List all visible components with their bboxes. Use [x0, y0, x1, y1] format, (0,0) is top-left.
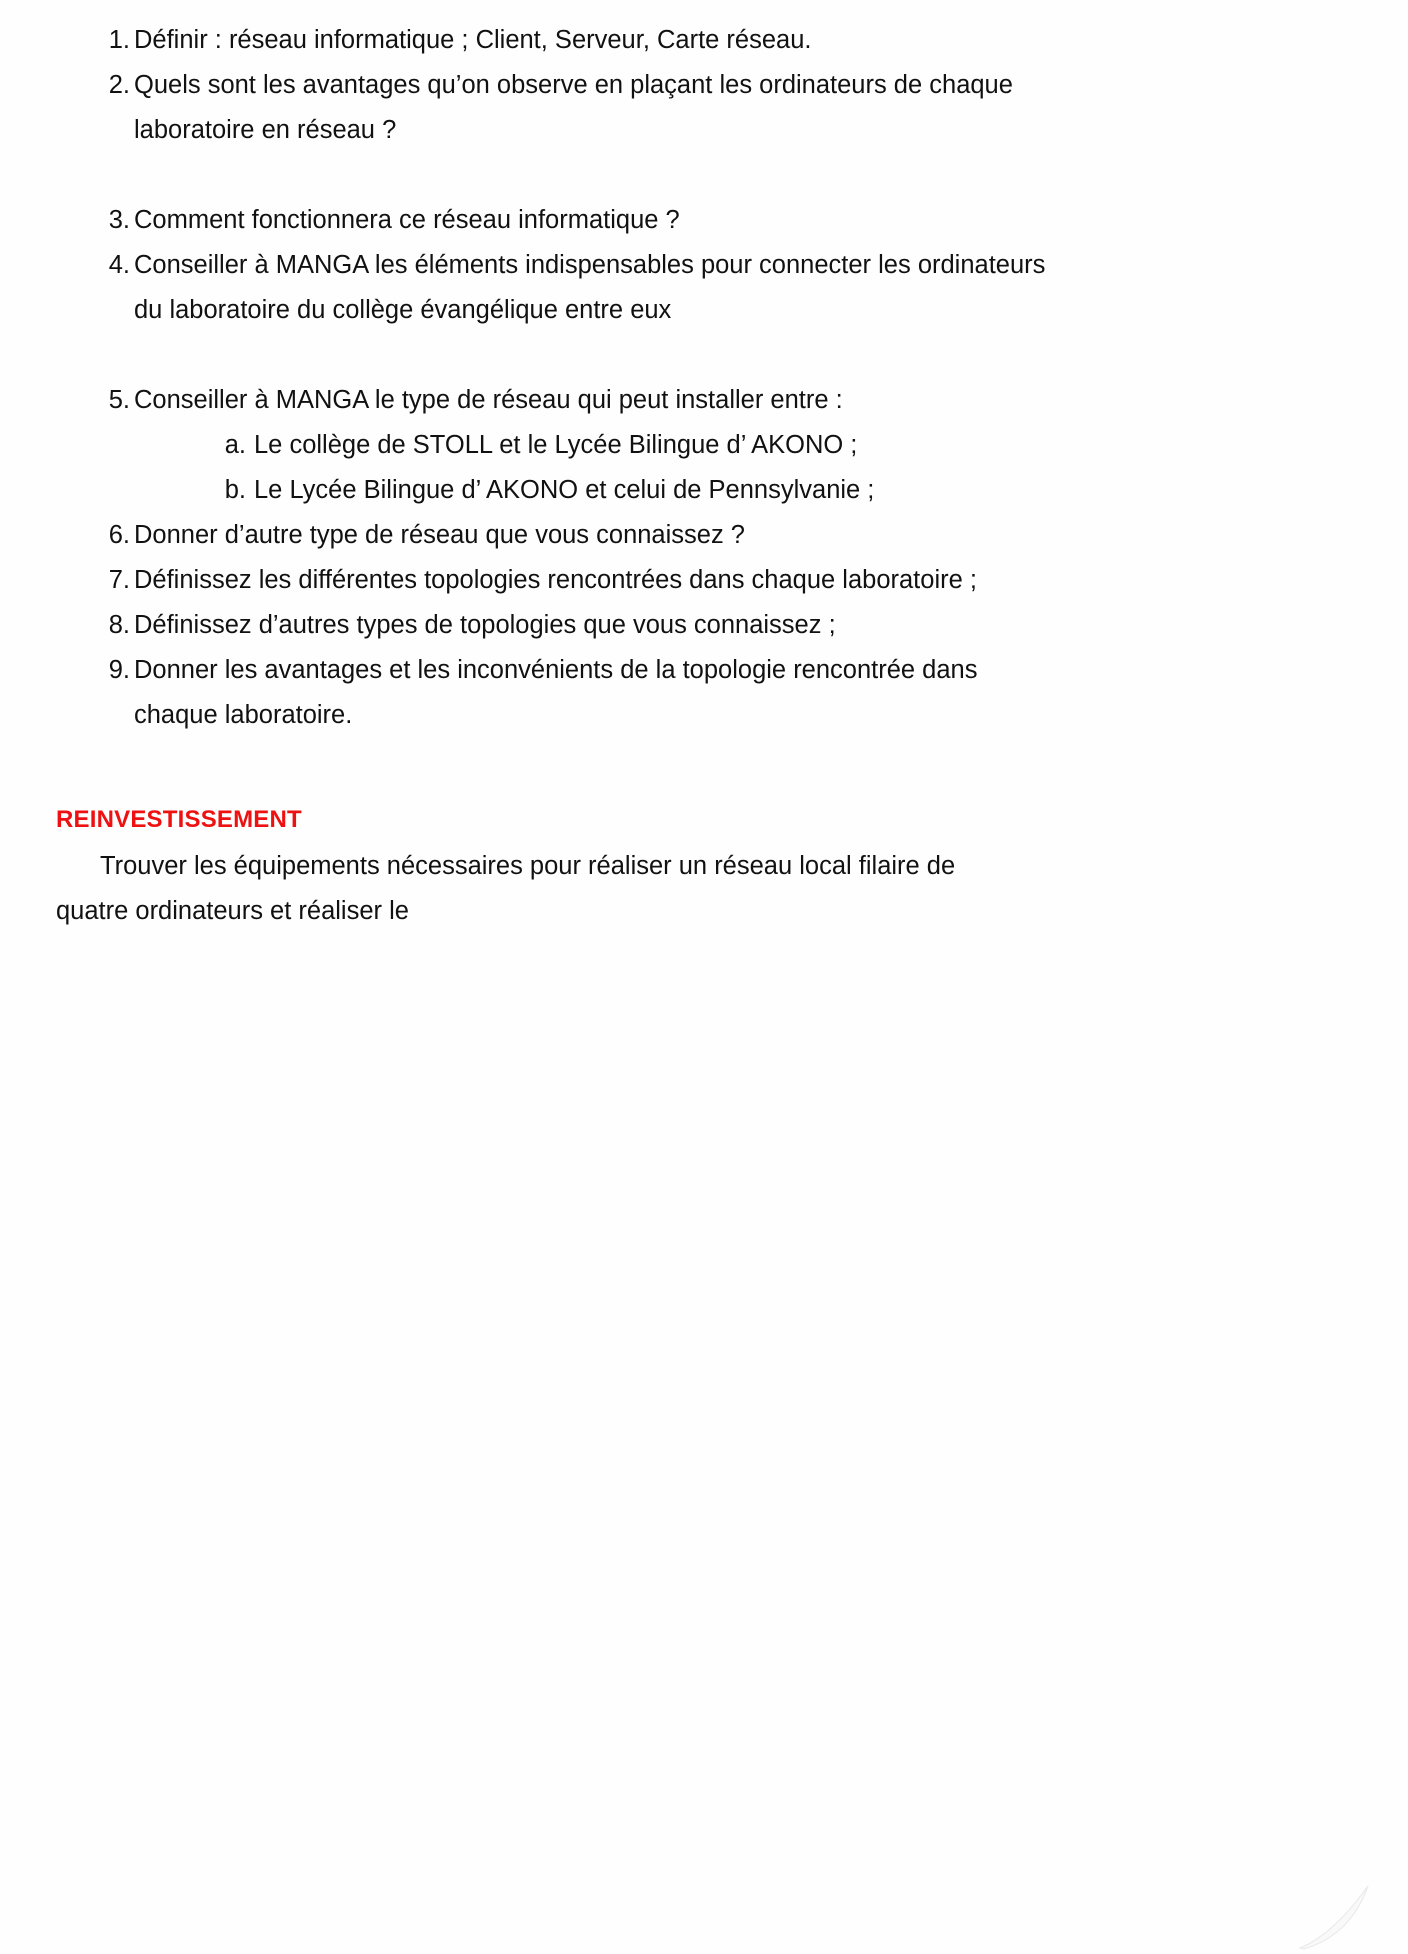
list-item	[56, 198, 1056, 243]
list-item	[56, 63, 1056, 198]
paragraph-line-2: quatre ordinateurs et réaliser le	[56, 897, 409, 925]
list-item-text: Définissez d’autres types de topologies que vous connaissez ;	[134, 611, 836, 639]
list-item-number: 2.	[108, 71, 130, 99]
sub-list-item-text: Le Lycée Bilingue d’ AKONO et celui de Pennsylvanie ;	[254, 476, 875, 504]
list-item	[56, 513, 1056, 558]
sub-list-item-letter: b.	[224, 476, 246, 504]
list-item	[56, 378, 1056, 513]
sub-item-list	[134, 423, 1056, 513]
list-item-text: Donner d’autre type de réseau que vous connaissez ?	[134, 521, 745, 549]
list-item	[56, 243, 1056, 378]
sub-list-item	[134, 468, 1056, 513]
list-item-text: Conseiller à MANGA les éléments indispensables pour connecter les ordinateurs du laboratoire du collège évangélique entre eux	[134, 251, 1046, 324]
paragraph-line-1: Trouver les équipements nécessaires pour réaliser un réseau local filaire de	[100, 852, 956, 880]
list-item	[56, 603, 1056, 648]
sub-list-item-text: Le collège de STOLL et le Lycée Bilingue d’ AKONO ;	[254, 431, 858, 459]
list-item-number: 6.	[108, 521, 130, 549]
list-item-text: Comment fonctionnera ce réseau informatique ?	[134, 206, 680, 234]
list-item-text: Définissez les différentes topologies rencontrées dans chaque laboratoire ;	[134, 566, 977, 594]
list-item	[56, 18, 1056, 63]
reinvestissement-heading: REINVESTISSEMENT	[56, 806, 302, 833]
reinvestissement-paragraph	[56, 844, 1056, 889]
list-item-number: 5.	[108, 386, 130, 414]
list-item-number: 8.	[108, 611, 130, 639]
list-item-number: 9.	[108, 656, 130, 684]
list-item-text: Quels sont les avantages qu’on observe en plaçant les ordinateurs de chaque laboratoire en réseau ?	[134, 71, 1013, 144]
list-item-text: Définir : réseau informatique ; Client, Serveur, Carte réseau.	[134, 26, 812, 54]
list-item-number: 1.	[108, 26, 130, 54]
page-curl-artifact	[1294, 1880, 1384, 1950]
list-item	[56, 558, 1056, 603]
list-item-text: Conseiller à MANGA le type de réseau qui peut installer entre :	[134, 386, 843, 414]
list-item-number: 3.	[108, 206, 130, 234]
question-list	[56, 18, 1056, 783]
list-item-number: 7.	[108, 566, 130, 594]
sub-list-item-letter: a.	[224, 431, 246, 459]
list-item	[56, 648, 1056, 783]
list-item-number: 4.	[108, 251, 130, 279]
document-body	[56, 18, 1056, 934]
list-item-text: Donner les avantages et les inconvénients de la topologie rencontrée dans chaque laboratoire.	[134, 656, 978, 729]
sub-list-item	[134, 423, 1056, 468]
